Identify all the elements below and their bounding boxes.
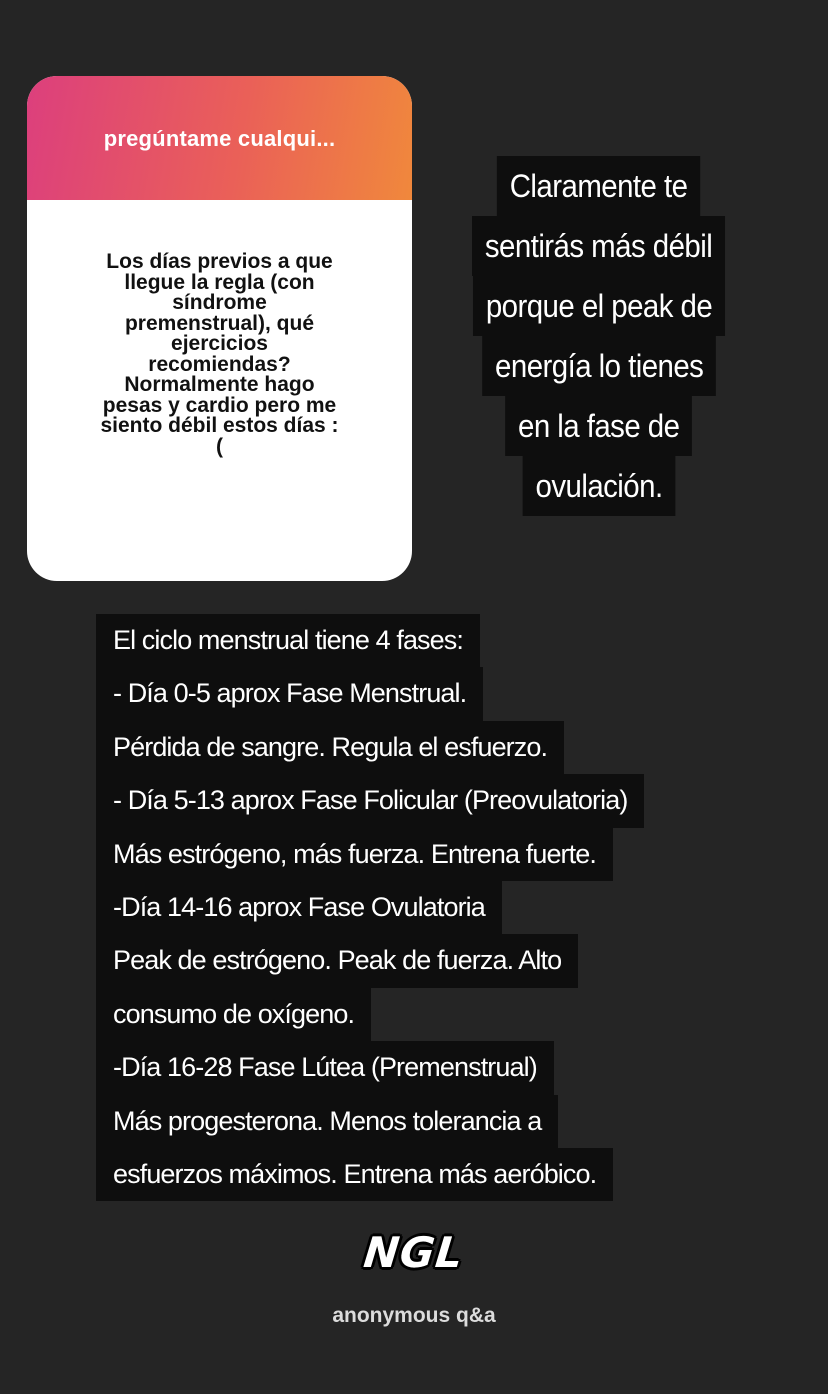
ngl-logo[interactable]: [0, 1228, 828, 1277]
info-line: Peak de estrógeno. Peak de fuerza. Alto: [96, 934, 578, 987]
info-line: El ciclo menstrual tiene 4 fases:: [96, 614, 480, 667]
reply-line: en la fase de: [505, 396, 692, 456]
question-text: Los días previos a que llegue la regla (con síndrome premenstrual), qué ejercicios recomiendas? Normalmente hago pesas y cardio pero me siento débil estos días : (: [100, 250, 339, 458]
info-line: -Día 14-16 aprox Fase Ovulatoria: [96, 881, 502, 934]
reply-text-block: [447, 156, 751, 516]
anonymous-qa-label: anonymous q&a: [332, 1304, 496, 1327]
question-card-title: pregúntame cualqui...: [103, 126, 336, 151]
info-line: -Día 16-28 Fase Lútea (Premenstrual): [96, 1041, 554, 1094]
ngl-logo-text: NGL: [361, 1228, 467, 1277]
info-line: Más estrógeno, más fuerza. Entrena fuerte.: [96, 828, 613, 881]
info-line: esfuerzos máximos. Entrena más aeróbico.: [96, 1148, 613, 1201]
reply-line: porque el peak de: [473, 276, 725, 336]
question-card-body: [27, 200, 412, 457]
reply-line: sentirás más débil: [472, 216, 725, 276]
info-line: - Día 0-5 aprox Fase Menstrual.: [96, 667, 483, 720]
reply-line: energía lo tienes: [482, 336, 716, 396]
reply-line: ovulación.: [523, 456, 676, 516]
question-card[interactable]: [27, 76, 412, 581]
info-line: Pérdida de sangre. Regula el esfuerzo.: [96, 721, 564, 774]
info-line: Más progesterona. Menos tolerancia a: [96, 1095, 558, 1148]
info-line: consumo de oxígeno.: [96, 988, 371, 1041]
reply-line: Claramente te: [497, 156, 700, 216]
menstrual-cycle-info-block: [96, 614, 644, 1201]
question-card-header: [27, 76, 412, 200]
info-line: - Día 5-13 aprox Fase Folicular (Preovulatoria): [96, 774, 644, 827]
